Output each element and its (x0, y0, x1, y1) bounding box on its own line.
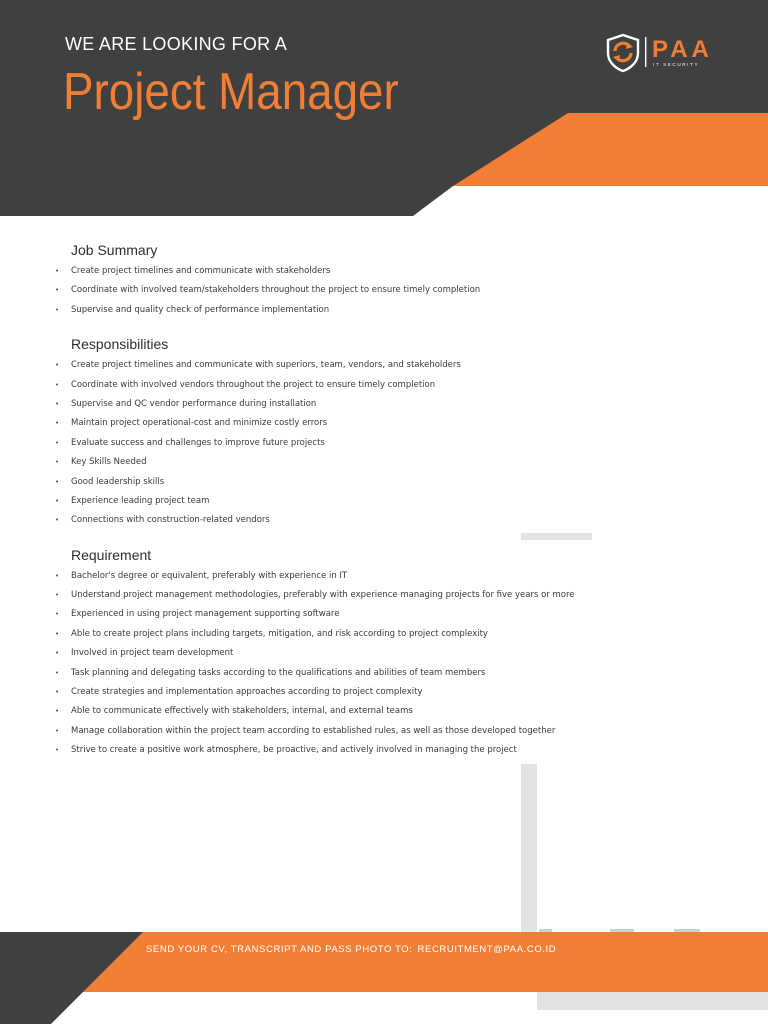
list-item: • Maintain project operational-cost and minimize costly errors (50, 416, 570, 435)
list-item: • Strive to create a positive work atmosphere, be proactive, and actively involved in managing the project (50, 743, 570, 762)
job-summary-section (50, 242, 570, 322)
decor-bar-vertical (521, 764, 537, 932)
list-item: • Able to create project plans including targets, mitigation, and risk according to project complexity (50, 627, 570, 646)
list-item: • Coordinate with involved team/stakeholders throughout the project to ensure timely completion (50, 283, 570, 302)
list-item: • Supervise and quality check of performance implementation (50, 303, 570, 322)
list-item: • Manage collaboration within the project team according to established rules, as well as those developed together (50, 724, 570, 743)
footer-contact (146, 944, 556, 955)
responsibilities-list (50, 358, 570, 533)
list-item: • Bachelor's degree or equivalent, preferably with experience in IT (50, 569, 570, 588)
list-item: • Involved in project team development (50, 646, 570, 665)
list-item: • Task planning and delegating tasks according to the qualifications and abilities of team members (50, 666, 570, 685)
list-item: • Connections with construction-related vendors (50, 513, 570, 532)
recruitment-email-link[interactable]: RECRUITMENT@PAA.CO.ID (417, 944, 557, 955)
section-title: Job Summary (71, 242, 158, 258)
shield-icon (608, 35, 638, 71)
list-item: • Create strategies and implementation approaches according to project complexity (50, 685, 570, 704)
logo-wordmark: PAA (652, 36, 713, 63)
footer-label: SEND YOUR CV, TRANSCRIPT AND PASS PHOTO TO: (146, 944, 413, 955)
list-item: • Key Skills Needed (50, 455, 570, 474)
pre-title: WE ARE LOOKING FOR A (65, 34, 288, 54)
requirement-list (50, 569, 575, 763)
list-item: • Coordinate with involved vendors throughout the project to ensure timely completion (50, 378, 570, 397)
list-item: • Understand project management methodologies, preferably with experience managing projects for five years or more (50, 588, 570, 607)
list-item: • Experienced in using project management supporting software (50, 607, 570, 626)
list-item: • Good leadership skills (50, 475, 570, 494)
paa-logo (605, 33, 717, 73)
section-title: Requirement (71, 546, 152, 563)
responsibilities-section (50, 336, 570, 533)
logo-subtext: IT SECURITY (653, 62, 700, 67)
page-title: Project Manager (63, 63, 399, 121)
list-item: • Supervise and QC vendor performance during installation (50, 397, 570, 416)
section-title: Responsibilities (71, 336, 169, 353)
list-item: • Able to communicate effectively with stakeholders, internal, and external teams (50, 704, 570, 723)
job-description (50, 242, 575, 763)
requirement-section (50, 546, 575, 763)
list-item: • Create project timelines and communicate with stakeholders (50, 264, 570, 283)
list-item: • Create project timelines and communicate with superiors, team, vendors, and stakeholders (50, 358, 570, 377)
list-item: • Evaluate success and challenges to improve future projects (50, 436, 570, 455)
job-summary-list (50, 264, 570, 322)
list-item: • Experience leading project team (50, 494, 570, 513)
